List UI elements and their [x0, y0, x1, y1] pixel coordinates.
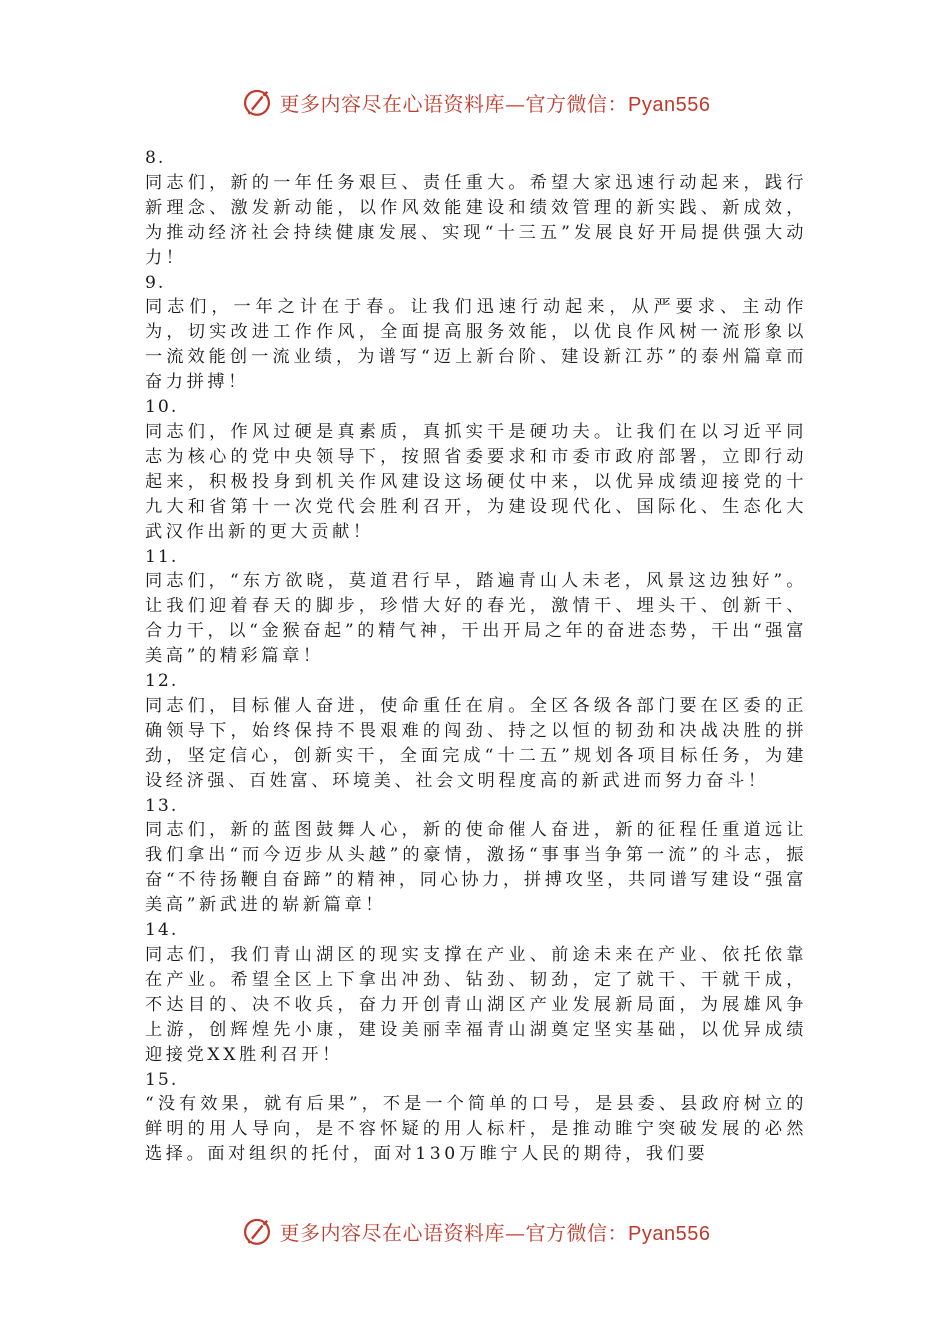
item-9: [145, 271, 807, 396]
item-number: 14.: [145, 920, 179, 941]
pen-nib-circle-icon: [240, 85, 274, 119]
item-number: 8.: [145, 148, 166, 168]
wechat-id: Pyan556: [628, 1222, 711, 1245]
item-text: 同志们，“东方欲晓，莫道君行早，踏遍青山人未老，风景这边独好”。让我们迎着春天的脚步，珍惜大好的春光，激情干、埋头干、创新干、合力干，以“金猴奋起”的精气神，干出开局之年的奋进态势，干出“强富美高”的精彩篇章！: [145, 571, 807, 667]
header-banner-content: [240, 85, 711, 119]
item-number: 9.: [145, 272, 166, 293]
document-body: [145, 146, 807, 1167]
header-banner: [0, 82, 950, 122]
item-text: 同志们，作风过硬是真素质，真抓实干是硬功夫。让我们在以习近平同志为核心的党中央领导下，按照省委要求和市委市政府部署，立即行动起来，积极投身到机关作风建设这场硬仗中来，以优异成绩迎接党的十九大和省第十一次党代会胜利召开，为建设现代化、国际化、生态化大武汉作出新的更大贡献！: [145, 421, 807, 542]
item-12: [145, 669, 807, 794]
item-15: [145, 1068, 807, 1168]
banner-text: [280, 88, 711, 117]
item-number: 12.: [145, 671, 179, 692]
banner-text: [280, 1217, 711, 1246]
banner-slogan: 更多内容尽在心语资料库—官方微信：: [279, 91, 629, 116]
item-text: 同志们，新的一年任务艰巨、责任重大。希望大家迅速行动起来，践行新理念、激发新动能，以作风效能建设和绩效管理的新实践、新成效，为推动经济社会持续健康发展、实现“十三五”发展良好开局提供强大动力！: [145, 172, 807, 268]
item-number: 11.: [145, 546, 179, 567]
item-13: [145, 794, 807, 919]
item-number: 10.: [145, 397, 179, 418]
item-text: 同志们，目标催人奋进，使命重任在肩。全区各级各部门要在区委的正确领导下，始终保持不畏艰难的闯劲、持之以恒的韧劲和决战决胜的拼劲，坚定信心，创新实干，全面完成“十二五”规划各项目标任务，为建设经济强、百姓富、环境美、社会文明程度高的新武进而努力奋斗！: [145, 695, 807, 791]
item-text: 同志们，我们青山湖区的现实支撑在产业、前途未来在产业、依托依靠在产业。希望全区上下拿出冲劲、钻劲、韧劲，定了就干、干就干成，不达目的、决不收兵，奋力开创青山湖区产业发展新局面，为展雄风争上游，创辉煌先小康，建设美丽幸福青山湖奠定坚实基础，以优异成绩迎接党XX胜利召开！: [145, 945, 807, 1065]
footer-banner-content: [240, 1214, 711, 1248]
item-14: [145, 918, 807, 1067]
footer-banner: [0, 1211, 950, 1251]
item-number: 15.: [145, 1069, 179, 1090]
wechat-id: Pyan556: [628, 93, 711, 116]
banner-slogan: 更多内容尽在心语资料库—官方微信：: [279, 1220, 629, 1245]
item-10: [145, 395, 807, 544]
item-text: “没有效果，就有后果”，不是一个简单的口号，是县委、县政府树立的鲜明的用人导向，是不容怀疑的用人标杆，是推动睢宁突破发展的必然选择。面对组织的托付，面对130万睢宁人民的期待，我们要: [145, 1094, 807, 1165]
pen-nib-circle-icon: [240, 1214, 274, 1248]
item-number: 13.: [145, 795, 179, 816]
item-text: 同志们，一年之计在于春。让我们迅速行动起来，从严要求、主动作为，切实改进工作作风，全面提高服务效能，以优良作风树一流形象以一流效能创一流业绩，为谱写“迈上新台阶、建设新江苏”的泰州篇章而奋力拼搏！: [145, 297, 807, 393]
item-8: [145, 146, 807, 271]
item-11: [145, 545, 807, 670]
item-text: 同志们，新的蓝图鼓舞人心，新的使命催人奋进，新的征程任重道远让我们拿出“而今迈步从头越”的豪情，激扬“事事当争第一流”的斗志，振奋“不待扬鞭自奋蹄”的精神，同心协力，拼搏攻坚，共同谱写建设“强富美高”新武进的崭新篇章！: [145, 820, 807, 916]
